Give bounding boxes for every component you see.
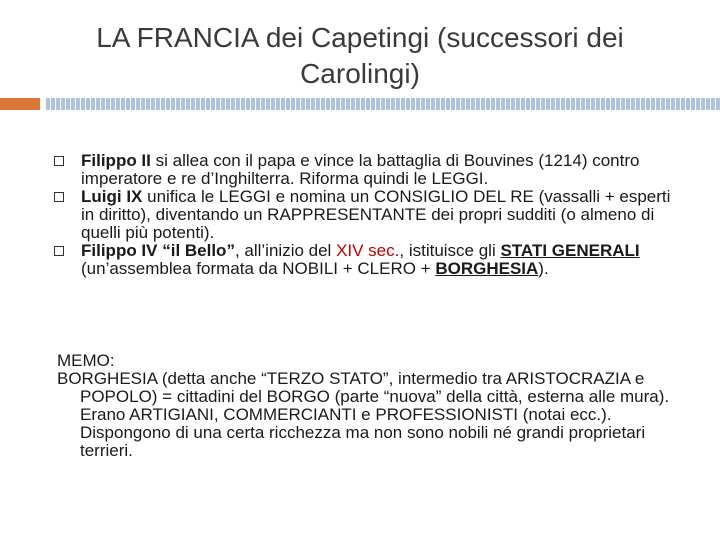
square-bullet-icon xyxy=(54,246,64,256)
bullet-item xyxy=(54,188,684,242)
bullet-list xyxy=(54,152,684,278)
divider-orange-block xyxy=(0,98,40,110)
bullet-text: unifica le LEGGI e nomina un CONSIGLIO DEL RE (vassalli + esperti in diritto), diventando un RAPPRESENTANTE dei propri sudditi (o almeno di quelli più potenti). xyxy=(81,187,671,242)
bullet-text: , istituisce gli xyxy=(399,241,501,260)
bullet-text: ). xyxy=(538,259,549,278)
memo-body: BORGHESIA (detta anche “TERZO STATO”, intermedio tra ARISTOCRAZIA e POPOLO) = cittadini del BORGO (parte “nuova” della città, esterna alle mura). Erano ARTIGIANI, COMMERCIANTI e PROFESSIONISTI (notai ecc.). Dispongono di una certa ricchezza ma non sono nobili né grandi proprietari terrieri. xyxy=(57,369,670,460)
ruler-name: Filippo IV “il Bello” xyxy=(81,241,235,260)
ruler-name: Filippo II xyxy=(81,151,151,170)
borghesia-term: BORGHESIA xyxy=(435,259,539,278)
bullet-text: si allea con il papa e vince la battaglia di Bouvines (1214) contro imperatore e re d’Inghilterra. Riforma quindi le LEGGI. xyxy=(81,151,640,188)
memo-label: MEMO: xyxy=(57,351,115,370)
century-highlight: XIV sec. xyxy=(336,241,400,260)
ruler-name: Luigi IX xyxy=(81,187,143,206)
divider-striped-bar xyxy=(46,98,720,110)
square-bullet-icon xyxy=(54,192,64,202)
square-bullet-icon xyxy=(54,156,64,166)
slide-title: LA FRANCIA dei Capetingi (successori dei Carolingi) xyxy=(96,22,624,89)
stati-generali-term: STATI GENERALI xyxy=(500,241,640,260)
bullet-text: (un’assemblea formata da NOBILI + CLERO + xyxy=(81,259,436,278)
bullet-item xyxy=(54,152,684,188)
bullet-text: , all’inizio del xyxy=(234,241,337,260)
title-divider xyxy=(0,98,720,110)
memo-section xyxy=(57,352,697,460)
bullet-item xyxy=(54,242,684,278)
